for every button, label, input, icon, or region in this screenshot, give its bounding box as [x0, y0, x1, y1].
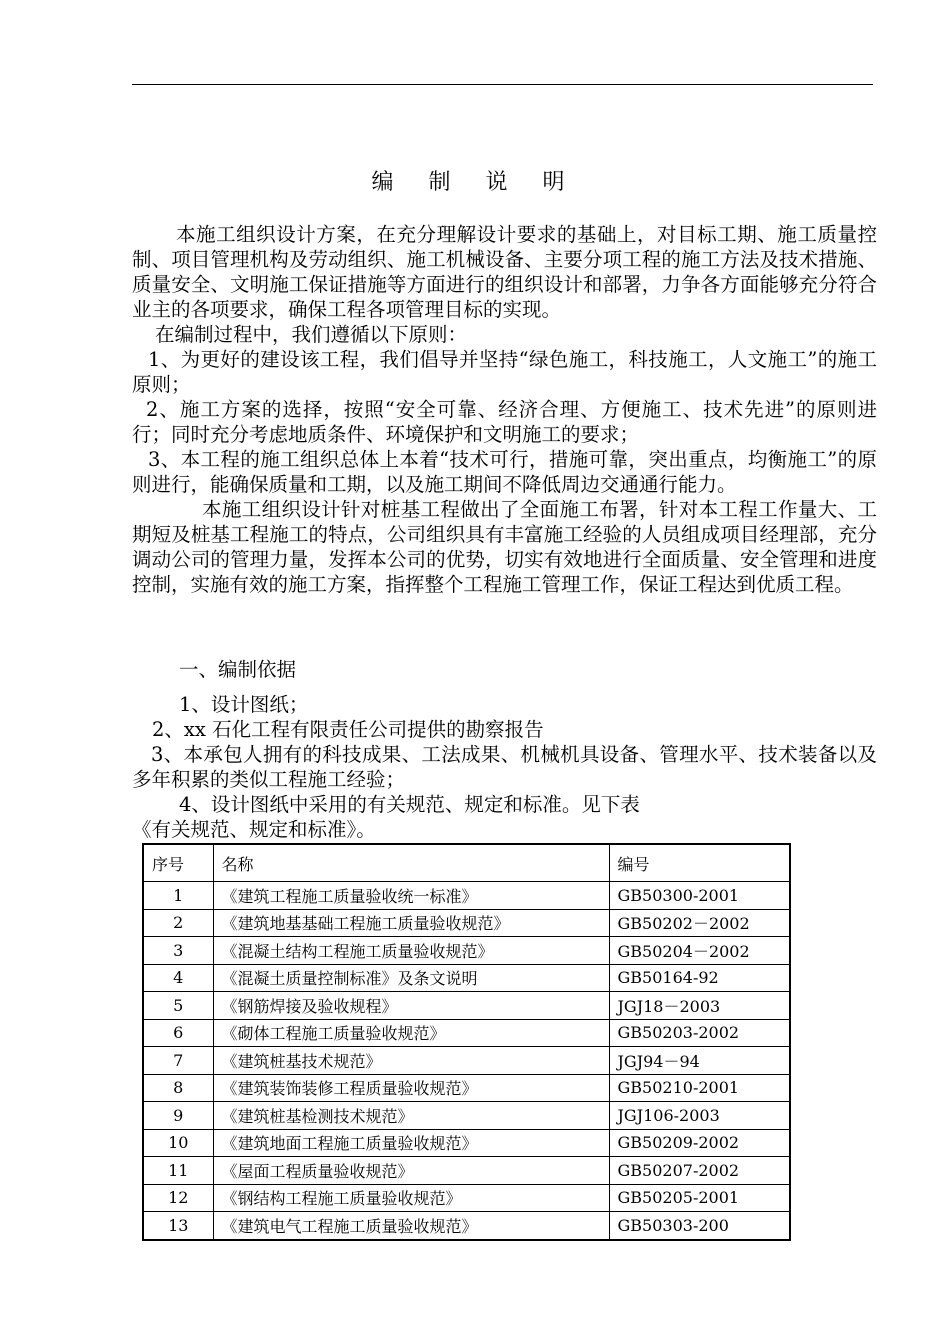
row-code: JGJ94－94 — [609, 1047, 790, 1075]
row-name: 《建筑地面工程施工质量验收规范》 — [213, 1129, 609, 1157]
row-number: 5 — [143, 992, 213, 1020]
basis-item-1: 1、设计图纸； — [179, 693, 309, 716]
row-number: 4 — [143, 964, 213, 992]
table-row — [143, 882, 790, 910]
row-number: 13 — [143, 1212, 213, 1240]
intro-paragraph-1: 本施工组织设计方案，在充分理解设计要求的基础上，对目标工期、施工质量控制、项目管理机构及劳动组织、施工机械设备、主要分项工程的施工方法及技术措施、质量安全、文明施工保证措施等方面进行的组织设计和部署，力争各方面能够充分符合业主的各项要求，确保工程各项管理目标的实现。 — [132, 223, 877, 321]
row-name: 《建筑装饰装修工程质量验收规范》 — [213, 1074, 609, 1102]
table-row — [143, 1047, 790, 1075]
table-row — [143, 1157, 790, 1185]
table-row — [143, 1129, 790, 1157]
intro-paragraph-6: 本施工组织设计针对桩基工程做出了全面施工布署，针对本工程工作量大、工期短及桩基工程施工的特点，公司组织具有丰富施工经验的人员组成项目经理部，充分调动公司的管理力量，发挥本公司的优势，切实有效地进行全面质量、安全管理和进度控制，实施有效的施工方案，指挥整个工程施工管理工作，保证工程达到优质工程。 — [132, 498, 877, 596]
row-number: 3 — [143, 937, 213, 965]
basis-item-2: 2、xx 石化工程有限责任公司提供的勘察报告 — [152, 718, 544, 741]
row-name: 《钢结构工程施工质量验收规范》 — [213, 1184, 609, 1212]
principle-1: 1、为更好的建设该工程，我们倡导并坚持“绿色施工，科技施工，人文施工”的施工原则； — [132, 348, 877, 396]
intro-paragraph-2: 在编制过程中，我们遵循以下原则： — [155, 323, 468, 346]
table-row — [143, 1019, 790, 1047]
page-title: 编 制 说 明 — [371, 170, 579, 195]
row-number: 11 — [143, 1157, 213, 1185]
row-code: GB50209-2002 — [609, 1129, 790, 1157]
row-name: 《屋面工程质量验收规范》 — [213, 1157, 609, 1185]
row-name: 《砌体工程施工质量验收规范》 — [213, 1019, 609, 1047]
row-code: GB50164-92 — [609, 964, 790, 992]
table-row — [143, 1102, 790, 1130]
header-rule — [132, 84, 873, 85]
row-name: 《建筑地基基础工程施工质量验收规范》 — [213, 909, 609, 937]
principle-2: 2、施工方案的选择，按照“安全可靠、经济合理、方便施工、技术先进”的原则进行；同时充分考虑地质条件、环境保护和文明施工的要求； — [132, 398, 877, 446]
row-code: GB50300-2001 — [609, 882, 790, 910]
header-number: 序号 — [143, 844, 213, 882]
principle-3: 3、本工程的施工组织总体上本着“技术可行，措施可靠，突出重点，均衡施工”的原则进行，能确保质量和工期，以及施工期间不降低周边交通通行能力。 — [132, 448, 877, 496]
row-number: 6 — [143, 1019, 213, 1047]
table-row — [143, 1074, 790, 1102]
row-code: GB50205-2001 — [609, 1184, 790, 1212]
table-row — [143, 1184, 790, 1212]
table-row — [143, 909, 790, 937]
row-code: GB50204－2002 — [609, 937, 790, 965]
row-name: 《混凝土结构工程施工质量验收规范》 — [213, 937, 609, 965]
row-name: 《建筑电气工程施工质量验收规范》 — [213, 1212, 609, 1240]
row-number: 10 — [143, 1129, 213, 1157]
row-name: 《建筑工程施工质量验收统一标准》 — [213, 882, 609, 910]
row-code: JGJ106-2003 — [609, 1102, 790, 1130]
table-caption: 《有关规范、规定和标准》。 — [132, 818, 376, 841]
row-code: JGJ18－2003 — [609, 992, 790, 1020]
basis-item-4: 4、设计图纸中采用的有关规范、规定和标准。见下表 — [179, 793, 640, 816]
table-row — [143, 992, 790, 1020]
basis-item-3: 3、本承包人拥有的科技成果、工法成果、机械机具设备、管理水平、技术装备以及多年积累的类似工程施工经验； — [132, 743, 877, 791]
row-code: GB50303-200 — [609, 1212, 790, 1240]
row-name: 《建筑桩基检测技术规范》 — [213, 1102, 609, 1130]
row-number: 2 — [143, 909, 213, 937]
table-header-row — [143, 844, 790, 882]
header-name: 名称 — [213, 844, 609, 882]
table-row — [143, 964, 790, 992]
row-number: 9 — [143, 1102, 213, 1130]
section-heading-basis: 一、编制依据 — [179, 658, 297, 681]
header-code: 编号 — [609, 844, 790, 882]
row-number: 7 — [143, 1047, 213, 1075]
row-number: 1 — [143, 882, 213, 910]
row-number: 12 — [143, 1184, 213, 1212]
table-row — [143, 1212, 790, 1240]
table-row — [143, 937, 790, 965]
row-code: GB50202－2002 — [609, 909, 790, 937]
row-code: GB50203-2002 — [609, 1019, 790, 1047]
row-code: GB50210-2001 — [609, 1074, 790, 1102]
row-name: 《混凝土质量控制标准》及条文说明 — [213, 964, 609, 992]
row-name: 《建筑桩基技术规范》 — [213, 1047, 609, 1075]
row-code: GB50207-2002 — [609, 1157, 790, 1185]
row-number: 8 — [143, 1074, 213, 1102]
row-name: 《钢筋焊接及验收规程》 — [213, 992, 609, 1020]
standards-table — [142, 843, 791, 1241]
